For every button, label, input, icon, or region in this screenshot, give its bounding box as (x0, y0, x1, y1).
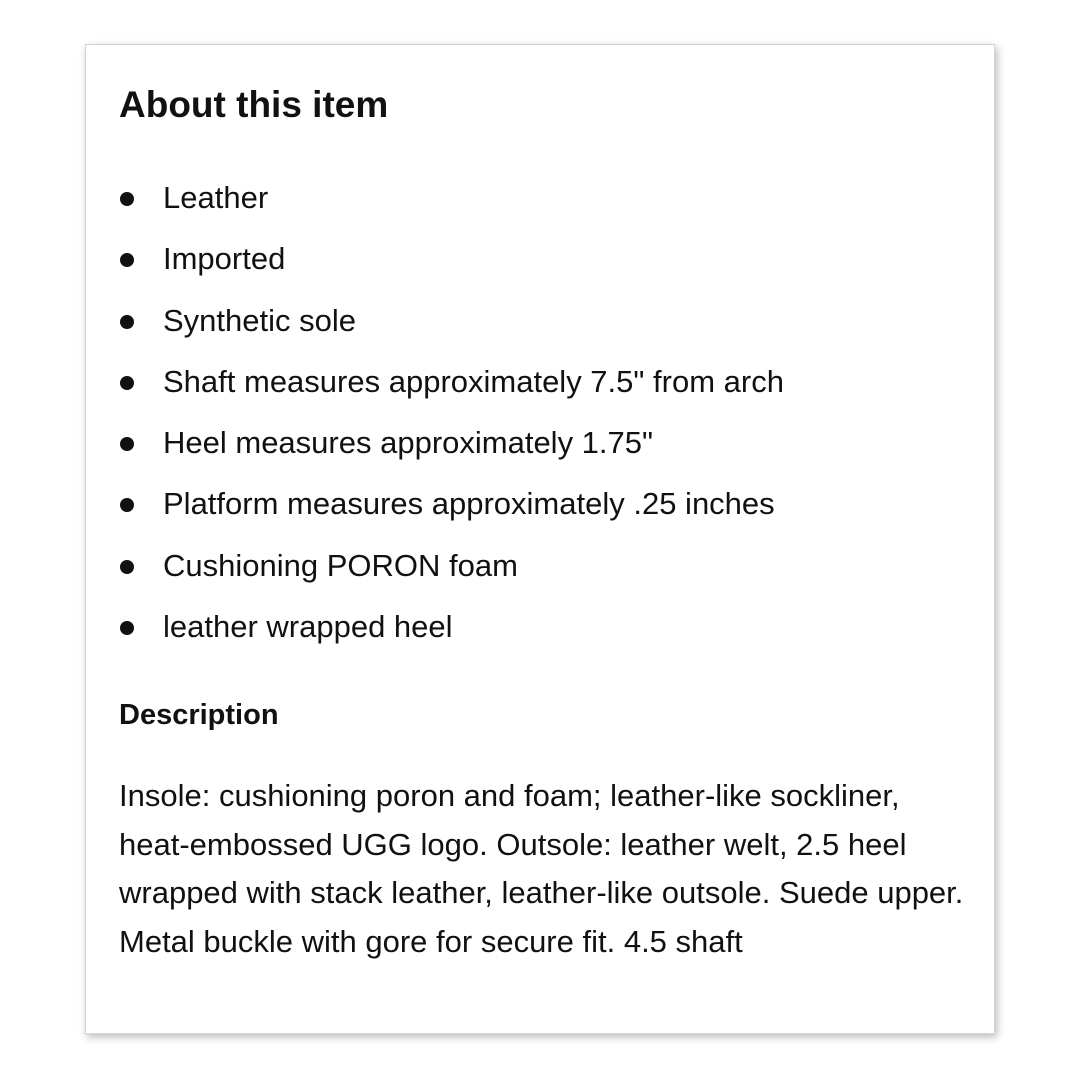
feature-bullet-item (119, 294, 784, 355)
feature-bullet-item (119, 416, 784, 477)
description-heading: Description (119, 699, 279, 731)
feature-bullet-text: Imported (163, 241, 286, 277)
feature-bullet-text: Heel measures approximately 1.75" (163, 425, 654, 461)
about-heading: About this item (119, 84, 389, 125)
feature-bullet-text: Cushioning PORON foam (163, 547, 518, 583)
bullet-dot-icon (120, 253, 134, 267)
feature-bullet-item (119, 232, 784, 293)
bullet-dot-icon (120, 315, 134, 329)
feature-bullet-text: Shaft measures approximately 7.5" from arch (163, 363, 784, 399)
feature-bullet-item (119, 171, 784, 232)
feature-bullet-item (119, 355, 784, 416)
bullet-dot-icon (120, 376, 134, 390)
feature-bullet-text: Leather (163, 180, 269, 215)
feature-bullet-text: leather wrapped heel (163, 609, 453, 645)
feature-bullet-text: Platform measures approximately .25 inches (163, 486, 775, 522)
product-details-card (85, 44, 995, 1034)
description-text: Insole: cushioning poron and foam; leather-like sockliner, heat-embossed UGG logo. Outsole: leather welt, 2.5 heel wrapped with stack leather, leather-like outsole. Suede upper. Metal buckle with gore for secure fit. 4.5 shaft (119, 778, 964, 959)
feature-bullet-item (119, 600, 784, 661)
feature-bullet-item (119, 477, 784, 538)
bullet-dot-icon (120, 498, 134, 512)
feature-bullet-list (119, 171, 784, 661)
bullet-dot-icon (120, 560, 134, 574)
feature-bullet-item (119, 539, 784, 600)
bullet-dot-icon (120, 437, 134, 451)
bullet-dot-icon (120, 621, 134, 635)
feature-bullet-text: Synthetic sole (163, 302, 356, 338)
bullet-dot-icon (120, 192, 134, 206)
